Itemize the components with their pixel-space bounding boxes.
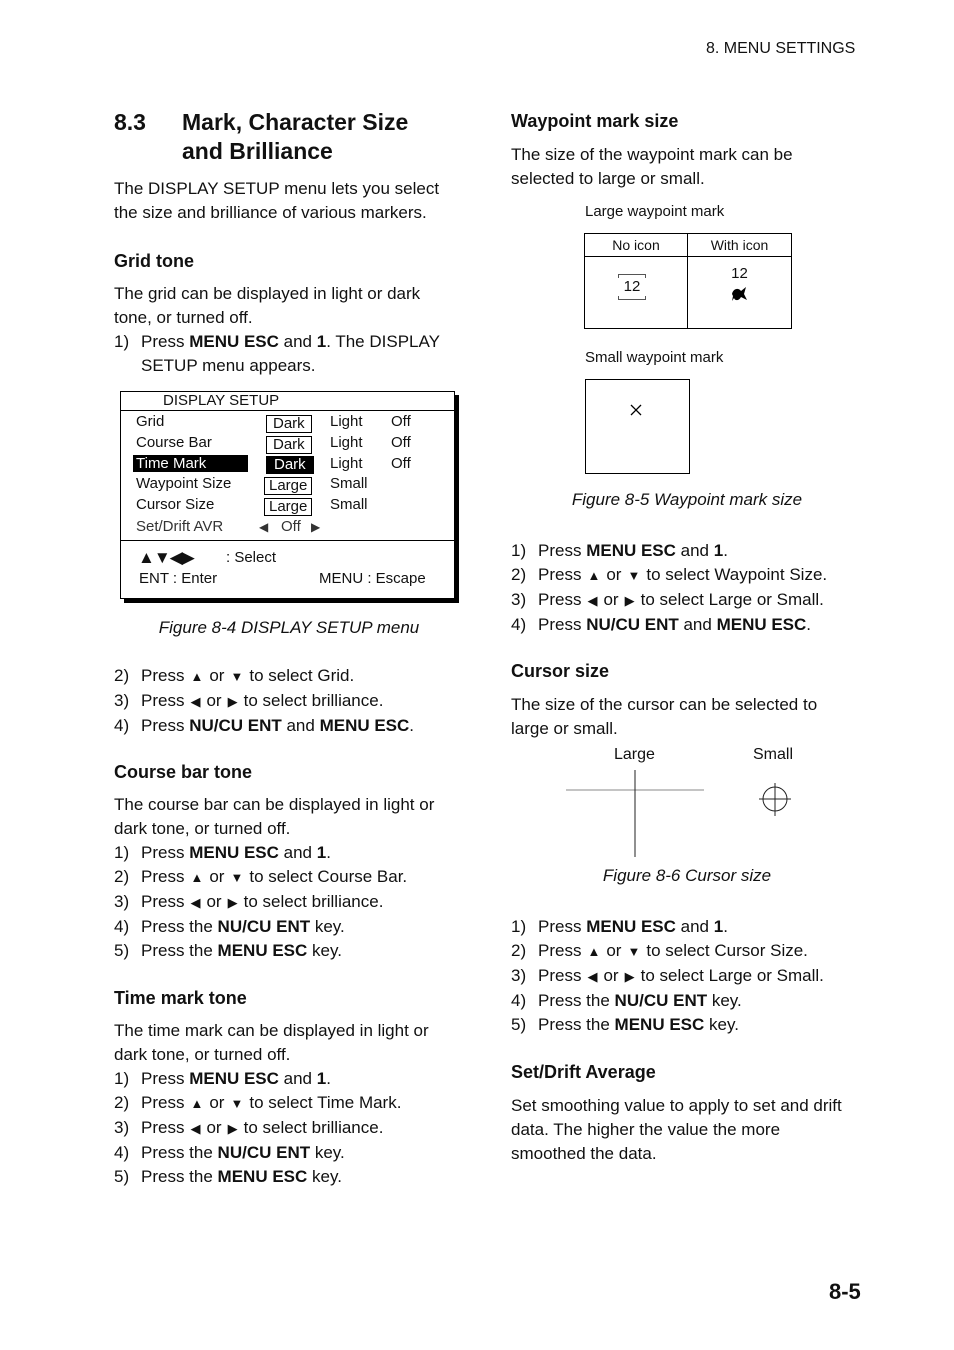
right-arrow-icon: ▶ <box>227 1121 238 1136</box>
arrow-keys-icon: ▲▼◀▶ <box>138 548 194 567</box>
time-mark-tone-heading: Time mark tone <box>114 988 247 1008</box>
menu-row-time-mark[interactable]: Time Mark Dark Light Off <box>121 455 454 475</box>
grid-tone-heading: Grid tone <box>114 251 194 271</box>
step: 2) Press ▲ or ▼ to select Cursor Size. <box>511 939 871 964</box>
large-waypoint-label: Large waypoint mark <box>585 203 725 220</box>
option-off[interactable]: Off <box>391 413 411 430</box>
down-arrow-icon: ▼ <box>627 568 641 583</box>
step: 2) Press ▲ or ▼ to select Waypoint Size. <box>511 563 871 588</box>
cursor-large-label: Large <box>614 746 655 763</box>
small-cursor-icon <box>757 782 793 818</box>
menu-row-cursor-size[interactable]: Cursor Size Large Small <box>136 496 368 515</box>
menu-row-waypoint-size[interactable]: Waypoint Size Large Small <box>136 475 368 494</box>
grid-tone-steps-continued <box>114 664 464 738</box>
x-mark-icon <box>630 404 642 416</box>
down-arrow-icon: ▼ <box>230 870 244 885</box>
menu-row-grid[interactable]: Grid Dark Light Off <box>136 413 411 432</box>
cursor-small-label: Small <box>753 746 794 763</box>
menu-row-course-bar[interactable]: Course Bar Dark Light Off <box>136 434 411 453</box>
waypoint-bracket-mark: 12 <box>618 274 644 300</box>
down-arrow-icon: ▼ <box>230 669 244 684</box>
left-arrow-icon: ◀ <box>190 1121 201 1136</box>
step: 1) Press MENU ESC and 1. The DISPLAY SETUP menu appears. <box>114 332 440 375</box>
step: 5) Press the MENU ESC key. <box>114 941 342 960</box>
cursor-size-section <box>511 660 871 741</box>
fish-icon <box>730 285 748 303</box>
step: 1) Press MENU ESC and 1. <box>114 1069 331 1088</box>
step: 1) Press MENU ESC and 1. <box>114 843 331 862</box>
step: 4) Press the NU/CU ENT key. <box>114 1143 345 1162</box>
menu-row-set-drift-avr[interactable]: Set/Drift AVR ◀ Off ▶ <box>136 518 321 535</box>
cursor-size-desc: The size of the cursor can be selected to large or small. <box>511 695 818 738</box>
small-waypoint-label: Small waypoint mark <box>585 349 724 366</box>
grid-tone-desc: The grid can be displayed in light or dark tone, or turned off. <box>114 284 421 327</box>
large-waypoint-table <box>584 233 792 329</box>
step: 4) Press the NU/CU ENT key. <box>511 991 742 1010</box>
grid-tone-section <box>114 250 464 378</box>
small-waypoint-box <box>585 379 690 474</box>
time-mark-tone-desc: The time mark can be displayed in light or dark tone, or turned off. <box>114 1021 429 1064</box>
option-light[interactable]: Light <box>330 413 363 430</box>
option-light[interactable]: Light <box>330 434 363 451</box>
arrow-right-icon[interactable]: ▶ <box>311 520 321 534</box>
step: 3) Press ◀ or ▶ to select brilliance. <box>114 1116 464 1141</box>
step: 5) Press the MENU ESC key. <box>114 1167 342 1186</box>
right-arrow-icon: ▶ <box>624 969 635 984</box>
set-drift-average-section <box>511 1061 871 1166</box>
footer-enter: ENT : Enter <box>139 570 218 587</box>
step: 2) Press ▲ or ▼ to select Time Mark. <box>114 1091 464 1116</box>
step: 3) Press ◀ or ▶ to select Large or Small. <box>511 964 871 989</box>
step: 1) Press MENU ESC and 1. <box>511 541 728 560</box>
up-arrow-icon: ▲ <box>190 1096 204 1111</box>
right-arrow-icon: ▶ <box>227 694 238 709</box>
step: 3) Press ◀ or ▶ to select brilliance. <box>114 689 464 714</box>
footer-escape: MENU : Escape <box>319 570 426 587</box>
left-arrow-icon: ◀ <box>190 694 201 709</box>
waypoint-mark-size-desc: The size of the waypoint mark can be selected to large or small. <box>511 145 793 188</box>
large-cursor-icon <box>560 765 710 860</box>
option-large-selected[interactable]: Large <box>264 498 312 516</box>
option-large-selected[interactable]: Large <box>264 477 312 495</box>
section-header <box>114 108 464 225</box>
footer-select: : Select <box>226 549 277 566</box>
figure-8-6-caption: Figure 8-6 Cursor size <box>602 866 772 885</box>
step: 3) Press ◀ or ▶ to select brilliance. <box>114 890 464 915</box>
option-small[interactable]: Small <box>330 475 368 492</box>
waypoint-mark-size-section <box>511 110 871 191</box>
up-arrow-icon: ▲ <box>587 944 601 959</box>
step: 1) Press MENU ESC and 1. <box>511 917 728 936</box>
option-off[interactable]: Off <box>391 434 411 451</box>
step: 2) Press ▲ or ▼ to select Grid. <box>114 664 464 689</box>
option-light[interactable]: Light <box>330 455 363 472</box>
right-arrow-icon: ▶ <box>227 895 238 910</box>
step: 3) Press ◀ or ▶ to select Large or Small. <box>511 588 871 613</box>
course-bar-tone-section <box>114 761 464 963</box>
up-arrow-icon: ▲ <box>190 669 204 684</box>
section-intro: The DISPLAY SETUP menu lets you select the size and brilliance of various markers. <box>114 179 440 222</box>
waypoint-number: 12 <box>731 265 748 282</box>
step: 5) Press the MENU ESC key. <box>511 1015 739 1034</box>
section-title <box>114 108 464 166</box>
up-arrow-icon: ▲ <box>190 870 204 885</box>
set-drift-average-desc: Set smoothing value to apply to set and drift data. The higher the value the more smoothed the data. <box>511 1096 842 1163</box>
option-dark-highlighted[interactable]: Dark <box>266 456 314 474</box>
running-head: 8. MENU SETTINGS <box>706 40 856 57</box>
arrow-left-icon[interactable]: ◀ <box>259 520 269 534</box>
display-setup-menu <box>120 391 455 599</box>
step: 2) Press ▲ or ▼ to select Course Bar. <box>114 865 464 890</box>
course-bar-tone-heading: Course bar tone <box>114 762 253 782</box>
set-drift-average-heading: Set/Drift Average <box>511 1062 656 1082</box>
divider <box>120 410 455 411</box>
left-arrow-icon: ◀ <box>587 969 598 984</box>
col-with-icon: With icon <box>710 237 769 253</box>
menu-title: DISPLAY SETUP <box>163 392 280 409</box>
down-arrow-icon: ▼ <box>230 1096 244 1111</box>
waypoint-mark-size-heading: Waypoint mark size <box>511 111 679 131</box>
figure-8-4-caption: Figure 8-4 DISPLAY SETUP menu <box>158 618 420 637</box>
set-drift-value: Off <box>281 518 301 535</box>
figure-8-5-caption: Figure 8-5 Waypoint mark size <box>571 490 803 509</box>
course-bar-tone-desc: The course bar can be displayed in light or dark tone, or turned off. <box>114 795 435 838</box>
option-dark-selected[interactable]: Dark <box>266 415 312 433</box>
option-dark-selected[interactable]: Dark <box>266 436 312 454</box>
section-number: 8.3 <box>114 109 146 135</box>
left-arrow-icon: ◀ <box>587 593 598 608</box>
down-arrow-icon: ▼ <box>627 944 641 959</box>
step: 4) Press NU/CU ENT and MENU ESC. <box>511 615 812 634</box>
cursor-size-steps <box>511 915 871 1037</box>
option-small[interactable]: Small <box>330 496 368 513</box>
grid-tone-steps <box>114 330 464 378</box>
right-arrow-icon: ▶ <box>624 593 635 608</box>
section-title-line1: Mark, Character Size <box>182 109 409 135</box>
section-title-line2: and Brilliance <box>182 138 333 164</box>
waypoint-size-steps <box>511 539 871 637</box>
page-number: 8-5 <box>829 1279 861 1304</box>
left-arrow-icon: ◀ <box>190 895 201 910</box>
divider <box>120 540 455 541</box>
col-no-icon: No icon <box>612 237 660 253</box>
up-arrow-icon: ▲ <box>587 568 601 583</box>
cursor-size-heading: Cursor size <box>511 661 610 681</box>
option-off[interactable]: Off <box>391 455 411 472</box>
step: 4) Press the NU/CU ENT key. <box>114 917 345 936</box>
step: 4) Press NU/CU ENT and MENU ESC. <box>114 716 415 735</box>
time-mark-tone-section <box>114 987 464 1189</box>
